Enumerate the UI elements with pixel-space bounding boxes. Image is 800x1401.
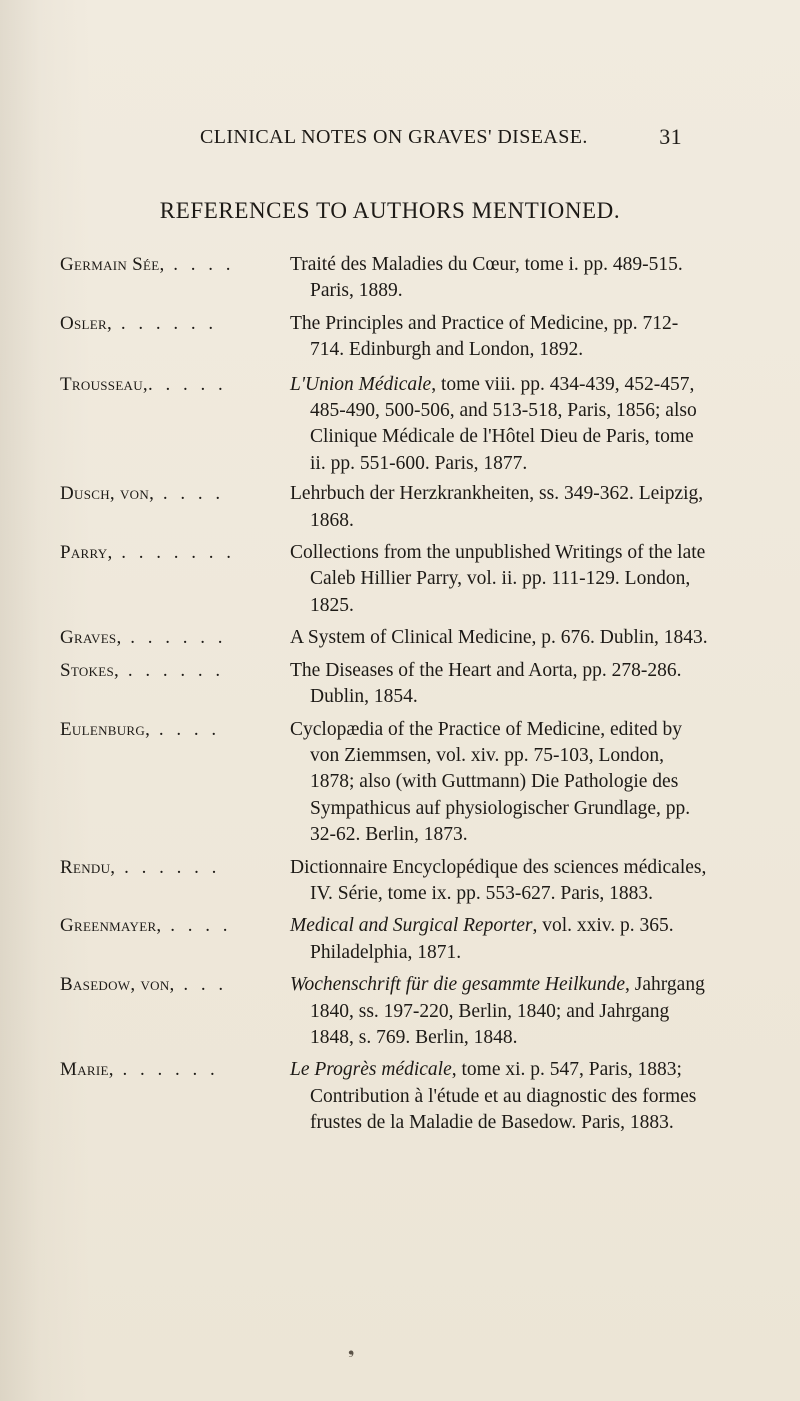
reference-entry <box>0 972 800 1051</box>
citation-text: , tome xi. p. 547, Paris, 1883; Contribution à l'étude et au diagnostic des formes frustes de la Maladie de Basedow. Paris, 1883. <box>310 1059 697 1134</box>
reference-author <box>60 311 275 337</box>
reference-citation <box>290 252 710 305</box>
reference-author <box>60 252 275 278</box>
reference-citation <box>290 481 710 534</box>
reference-citation <box>290 625 710 651</box>
reference-citation <box>290 372 710 478</box>
reference-entry <box>0 855 800 908</box>
citation-text: The Principles and Practice of Medicine, pp. 712-714. Edinburgh and London, 1892. <box>290 312 679 361</box>
dot-leader: . . . . . <box>147 373 227 395</box>
citation-text: Dictionnaire Encyclopédique des sciences médicales, IV. Série, tome ix. pp. 553-627. Paris, 1883. <box>290 856 707 904</box>
reference-citation <box>290 855 710 908</box>
reference-citation <box>290 540 710 619</box>
reference-list <box>0 252 800 1137</box>
reference-citation <box>290 658 710 711</box>
reference-author <box>60 1057 275 1083</box>
reference-author <box>60 625 275 651</box>
reference-entry <box>0 540 800 619</box>
author-name: Basedow, von, <box>60 974 175 996</box>
author-name: Greenmayer, <box>60 915 162 937</box>
author-name: Marie, <box>60 1059 114 1081</box>
reference-citation <box>290 972 710 1051</box>
reference-entry <box>0 717 800 849</box>
reference-entry <box>0 252 800 305</box>
dot-leader: . . . . . . <box>119 659 225 681</box>
author-name: Dusch, von, <box>60 483 155 505</box>
reference-entry <box>0 372 800 478</box>
reference-entry <box>0 481 800 534</box>
section-title: REFERENCES TO AUTHORS MENTIONED. <box>159 198 621 223</box>
citation-text: Cyclopædia of the Practice of Medicine, edited by von Ziemmsen, vol. xiv. pp. 75-103, London, 1878; also (with Guttmann) Die Pathologie des Sympathicus auf physiologischer Grundlage, pp. 32-62. Berlin, 1873. <box>290 718 691 846</box>
dot-leader: . . . . . . <box>112 312 218 334</box>
author-name: Germain Sée, <box>60 254 165 275</box>
author-name: Stokes, <box>60 659 120 681</box>
dot-leader: . . . . <box>161 915 232 937</box>
reference-author <box>60 658 275 684</box>
dot-leader: . . . . . . . <box>112 542 236 564</box>
citation-title-italic: Medical and Surgical Reporter <box>290 915 533 937</box>
citation-title-italic: Wochenschrift für die gesammte Heilkunde <box>290 974 626 996</box>
reference-citation <box>290 717 710 849</box>
running-head <box>200 126 700 156</box>
reference-author <box>60 717 275 743</box>
citation-text: The Diseases of the Heart and Aorta, pp. 278-286. Dublin, 1854. <box>290 659 682 708</box>
reference-entry <box>0 311 800 364</box>
dot-leader: . . . . <box>150 718 221 740</box>
author-name: Osler, <box>60 312 113 334</box>
citation-text: , tome viii. pp. 434-439, 452-457, 485-490, 500-506, and 513-518, Paris, 1856; also Clinique Médicale de l'Hôtel Dieu de Paris, tome ii. pp. 551-600. Paris, 1877. <box>310 373 697 474</box>
citation-text: Lehrbuch der Herzkrankheiten, ss. 349-362. Leipzig, 1868. <box>290 483 704 531</box>
dot-leader: . . . . . . <box>121 627 227 649</box>
citation-text: , vol. xxiv. p. 365. Philadelphia, 1871. <box>310 915 674 963</box>
dot-leader: . . . . <box>164 254 235 275</box>
reference-citation <box>290 311 710 364</box>
author-name: Trousseau, <box>60 373 148 395</box>
reference-entry <box>0 1057 800 1136</box>
author-name: Parry, <box>60 542 113 564</box>
citation-text: Collections from the unpublished Writings of the late Caleb Hillier Parry, vol. ii. pp. 111-129. London, 1825. <box>290 542 706 616</box>
running-head-title: CLINICAL NOTES ON GRAVES' DISEASE. <box>200 126 588 148</box>
author-name: Graves, <box>60 627 122 649</box>
reference-entry <box>0 658 800 711</box>
reference-author <box>60 481 275 507</box>
dot-leader: . . . <box>174 974 228 996</box>
page-number: 31 <box>659 124 682 149</box>
citation-text: Traité des Maladies du Cœur, tome i. pp. 489-515. Paris, 1889. <box>290 254 683 302</box>
citation-text: A System of Clinical Medicine, p. 676. Dublin, 1843. <box>290 627 708 649</box>
reference-author <box>60 855 275 881</box>
citation-title-italic: L'Union Médicale <box>290 373 432 395</box>
author-name: Eulenburg, <box>60 718 151 740</box>
reference-author <box>60 972 275 998</box>
dot-leader: . . . . <box>154 483 225 505</box>
reference-citation <box>290 1057 710 1136</box>
printer-mark: ❟ <box>348 1341 355 1358</box>
reference-entry <box>0 913 800 966</box>
dot-leader: . . . . . . <box>113 1059 219 1081</box>
reference-author <box>60 913 275 939</box>
citation-text: , Jahrgang 1840, ss. 197-220, Berlin, 1840; and Jahrgang 1848, s. 769. Berlin, 1848. <box>310 974 705 1048</box>
reference-author <box>60 540 275 566</box>
reference-author <box>60 372 275 398</box>
author-name: Rendu, <box>60 856 116 878</box>
dot-leader: . . . . . . <box>115 856 221 878</box>
reference-entry <box>0 625 800 651</box>
reference-citation <box>290 913 710 966</box>
citation-title-italic: Le Progrès médicale <box>290 1059 452 1081</box>
